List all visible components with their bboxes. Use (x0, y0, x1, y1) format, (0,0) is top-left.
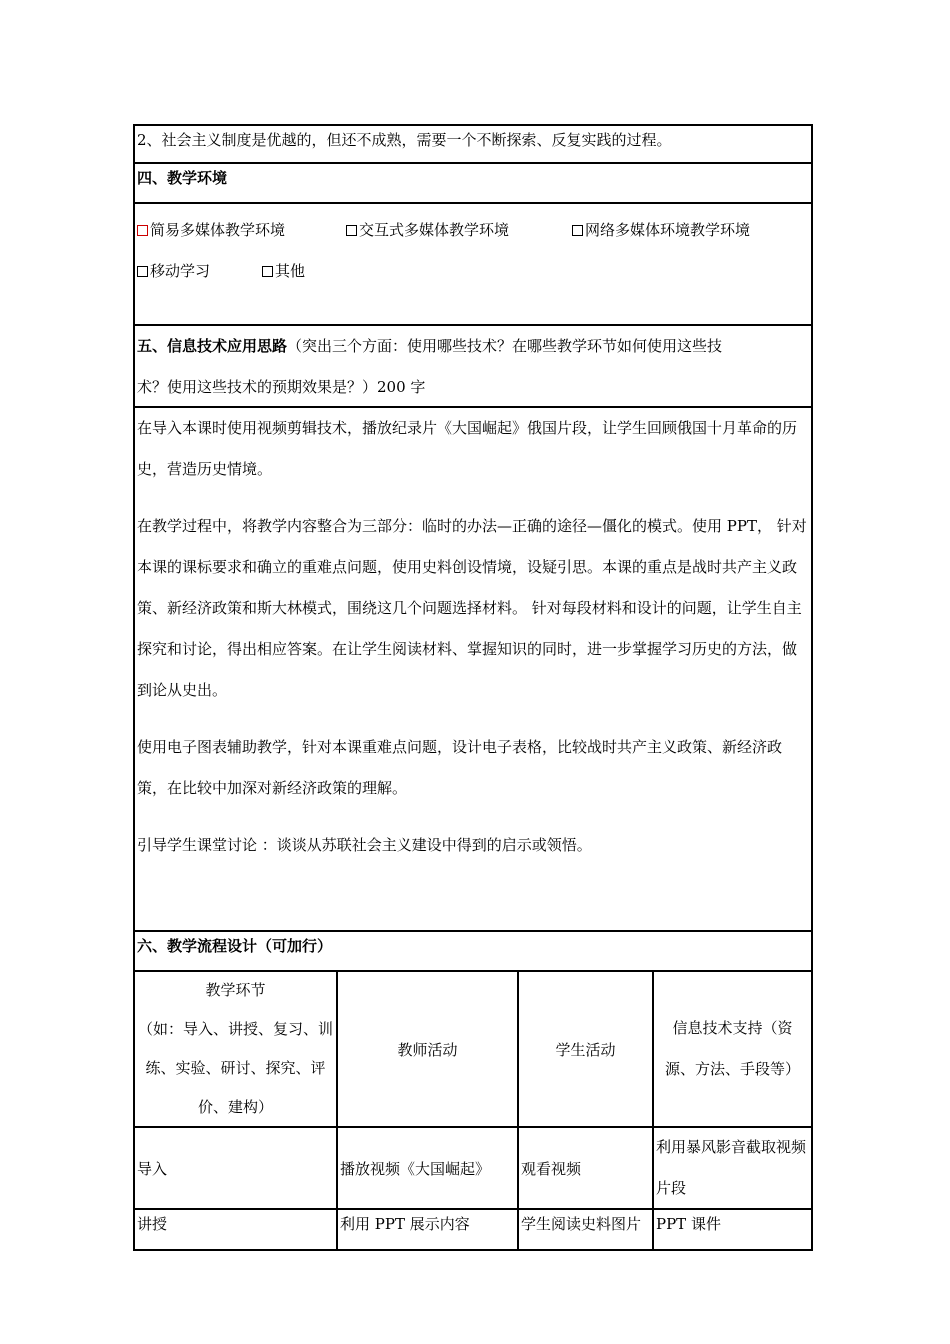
section5-heading: 五、信息技术应用思路 (137, 337, 288, 355)
option-network-multimedia[interactable]: 网络多媒体环境教学环境 (572, 210, 750, 251)
student-cell: 学生阅读史料图片 (519, 1210, 654, 1249)
teacher-cell: 播放视频《大国崛起》 (338, 1128, 519, 1208)
teacher-cell: 利用 PPT 展示内容 (338, 1210, 519, 1249)
lesson-plan-table (133, 124, 813, 1251)
option-mobile-learning[interactable]: 移动学习 (137, 251, 262, 292)
header-student: 学生活动 (519, 972, 654, 1126)
option-interactive-multimedia[interactable]: 交互式多媒体教学环境 (346, 210, 572, 251)
option-other[interactable]: 其他 (262, 251, 305, 292)
option-simple-multimedia[interactable]: 简易多媒体教学环境 (137, 210, 346, 251)
tech-cell: PPT 课件 (656, 1215, 721, 1233)
paragraph-intro: 在导入本课时使用视频剪辑技术，播放纪录片《大国崛起》俄国片段，让学生回顾俄国十月革命的历史，营造历史情境。 (137, 419, 798, 478)
section4-heading-row (133, 164, 813, 204)
flow-table-header (133, 972, 813, 1128)
table-row (133, 1128, 813, 1210)
section4-heading: 四、教学环境 (137, 169, 228, 187)
section6-heading: 六、教学流程设计（可加行） (137, 937, 333, 955)
environment-options (133, 204, 813, 326)
section5-note-cont: 术？使用这些技术的预期效果是？）200 字 (137, 378, 426, 396)
tech-cell: 利用暴风影音截取视频片段 (656, 1138, 807, 1197)
paragraph-process: 在教学过程中，将教学内容整合为三部分：临时的办法—正确的途径—僵化的模式。使用 PPT， 针对本课的课标要求和确立的重难点问题，使用史料创设情境，设疑引思。本课的重点是战时共产主义政策、新经济政策和斯大林模式，围绕这几个问题选择材料。 针对每段材料和设计的问题，让学生自主探究和讨论，得出相应答案。在让学生阅读材料、掌握知识的同时，进一步掌握学习历史的方法，做到论从史出。 (137, 517, 807, 699)
student-cell: 观看视频 (519, 1128, 654, 1208)
paragraph-chart: 使用电子图表辅助教学，针对本课重难点问题，设计电子表格，比较战时共产主义政策、新经济政策，在比较中加深对新经济政策的理解。 (137, 738, 783, 797)
checkbox-icon[interactable] (262, 266, 273, 277)
checkbox-icon[interactable] (137, 225, 148, 236)
header-stage: 教学环节 （如：导入、讲授、复习、训练、实验、研讨、探究、评价、建构） (135, 972, 338, 1126)
conclusion-row (133, 124, 813, 164)
conclusion-text: 2、社会主义制度是优越的，但还不成熟，需要一个不断探索、反复实践的过程。 (137, 131, 672, 149)
header-teacher: 教师活动 (338, 972, 519, 1126)
section5-content (133, 408, 813, 932)
paragraph-discussion: 引导学生课堂讨论 ：谈谈从苏联社会主义建设中得到的启示或领悟。 (137, 836, 592, 854)
table-row (133, 1210, 813, 1251)
checkbox-icon[interactable] (346, 225, 357, 236)
section5-note: （突出三个方面：使用哪些技术？在哪些教学环节如何使用这些技 (287, 337, 723, 355)
header-tech: 信息技术支持（资源、方法、手段等） (664, 1019, 800, 1078)
section6-heading-row (133, 932, 813, 972)
checkbox-icon[interactable] (137, 266, 148, 277)
stage-cell: 讲授 (135, 1210, 338, 1249)
section5-heading-row (133, 326, 813, 408)
checkbox-icon[interactable] (572, 225, 583, 236)
stage-cell: 导入 (135, 1128, 338, 1208)
